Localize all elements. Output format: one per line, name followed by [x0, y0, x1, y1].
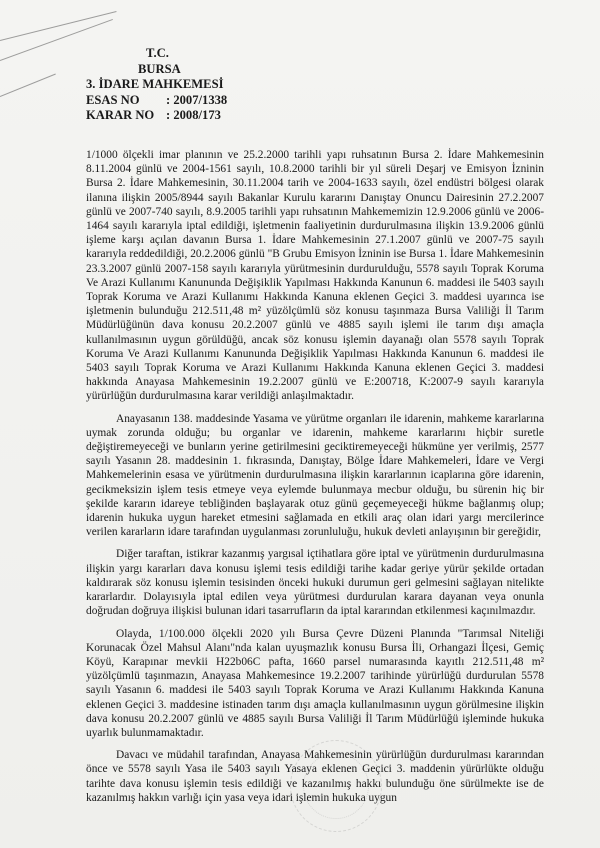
esas-value: : 2007/1338 [166, 92, 228, 107]
paragraph: Diğer taraftan, istikrar kazanmış yargısal içtihatlara göre iptal ve yürütmenin durdurulmasına ilişkin yargı kararları dava konusu işlemi tesis edildiği tarihe kadar geriye yürür şekilde ortadan kaldırarak söz konusu işlemin tesisinden önceki hukuki durumun geri gelmesini sağlayan nitelikte kararlardır. Dolayısıyla iptal edilen veya yürütmesi durdurulan karara dayanan veya onunla doğrudan doğruya ilişkisi bulunan idari tasarrufların da iptal kararından etkilenmesi kaçınılmazdır. [86, 548, 544, 618]
country-label: T.C. [146, 46, 169, 60]
karar-value: : 2008/173 [166, 108, 221, 122]
paragraph: Olayda, 1/100.000 ölçekli 2020 yılı Bursa Çevre Düzeni Planında "Tarımsal Niteliği Korunacak Özel Mahsul Alanı"nda kalan uyuşmazlık konusu Bursa İli, Orhangazi İlçesi, Gemiç Köyü, Karapınar mevkii H22b06C pafta, 1660 parsel numarasında kayıtlı 212.511,48 m² yüzölçümlü taşınmazın, Anayasa Mahkemesince 19.2.2007 tarihinde yürürlüğü durdurulan 5578 sayılı Yasanın 6. maddesi ile 5403 sayılı Toprak Koruma ve Arazi Kullanımı Hakkında Kanuna eklenen Geçici 3. maddesine istinaden tarım dışı amaçla kullanılmasının uygun görülmesine ilişkin dava konusu 20.2.2007 günlü ve 4885 sayılı Bursa Valiliği İl Tarım Müdürlüğü işleminde hukuka uyarlık bulunmamaktadır. [86, 627, 544, 739]
paragraph: Anayasanın 138. maddesinde Yasama ve yürütme organları ile idarenin, mahkeme kararlarına uymak zorunda olduğu; bu organlar ve idarenin, mahkeme kararlarını hiçbir suretle değiştiremeyeceği ve bunların yerine getirilmesini geciktiremeyeceği hükmüne yer verilmiş, 2577 sayılı Yasanın 28. maddesinin 1. fıkrasında, Danıştay, Bölge İdare Mahkemeleri, İdare ve Vergi Mahkemelerinin esasa ve yürütmenin durdurulmasına ilişkin kararlarının icaplarına göre idarenin, gecikmeksizin işlem tesis etmeye veya eylemde bulunmaya mecbur olduğu, bu sürenin hiç bir şekilde kararın idareye tebliğinden başlayarak otuz günü geçemeyeceği hükme bağlanmış olup; idarenin hukuka uygun hareket etmesini sağlamada en etkili araç olan idari yargı mercilerince verilen kararların idare tarafından uygulanması zorunluluğu, hukuk devleti anlayışının bir gereğidir, [86, 412, 544, 539]
court-stamp [290, 740, 382, 832]
esas-row [86, 93, 227, 109]
court-name: 3. İDARE MAHKEMESİ [86, 77, 224, 91]
paragraph: Davacı ve müdahil tarafından, Anayasa Mahkemesinin yürürlüğün durdurulması kararından önce ve 5578 sayılı Yasa ile 5403 sayılı Yasaya eklenen Geçici 3. maddenin yürürlükte olduğu tarihte dava konusu işlemin tesis edildiği ve kazanılmış hakkı bulunduğu öne sürülmekte ise de kazanılmış hakkın varlığı için yasa veya idari işlemin hukuka uygun [86, 749, 544, 804]
document-header [86, 46, 227, 124]
karar-label: KARAR NO [86, 108, 155, 122]
city-label: BURSA [138, 61, 181, 76]
karar-row [86, 108, 227, 124]
document-body [86, 148, 544, 813]
esas-label: ESAS NO [86, 92, 140, 107]
scan-artifact-line [0, 11, 117, 41]
paragraph: 1/1000 ölçekli imar planının ve 25.2.2000 tarihli yapı ruhsatının Bursa 2. İdare Mahkemesinin 8.11.2004 günlü ve 2004-1561 sayılı, 10.8.2000 tarihli bir yıl süreli Deşarj ve Emisyon İzninin Bursa 2. İdare Mahkemesinin, 30.11.2004 tarih ve 2004-1633 sayılı, özel endüstri bölgesi olarak ilanına ilişkin 2005/8944 sayılı Bakanlar Kurulu kararını Danıştay Onuncu Dairesinin 27.2.2007 günlü ve 2007-740 sayılı, 8.9.2005 tarihli yapı ruhsatının Mahkememizin 12.9.2006 günlü ve 2006-1464 sayılı kararıyla iptal edildiği, işletmenin faaliyetinin durdurulmasına ilişkin 13.9.2006 günlü işleme karşı açılan davanın Bursa 1. İdare Mahkemesinin 27.1.2007 günlü ve 2007-75 sayılı kararıyla reddedildiği, 20.2.2006 günlü "B Grubu Emisyon İzninin ise Bursa 1. İdare Mahkemesinin 23.3.2007 günlü 2007-158 sayılı kararıyla yürütmesinin durdurulduğu, 5578 sayılı Toprak Koruma Ve Arazi Kullanımı Kanununda Değişiklik Yapılması Hakkında Kanunun 6. maddesi ile 5403 sayılı Toprak Koruma ve Arazi Kullanımı Hakkında Kanuna eklenen Geçici 3. maddesi uyarınca ise işletmenin bulunduğu 212.511,48 m² yüzölçümlü söz konusu taşınmaza Bursa Valiliği İl Tarım Müdürlüğünün dava konusu 20.2.2007 günlü ve 4885 sayılı işlemi ile tarım dışı amaçla kullanılmasının uygun görüldüğü, ancak söz konusu işlemin dayanağı olan 5578 sayılı Toprak Koruma Ve Arazi Kullanımı Kanununda Değişiklik Yapılması Hakkında Kanunun 6. maddesi ile 5403 sayılı Toprak Koruma ve Arazi Kullanımı Hakkında Kanuna eklenen Geçici 3. maddesi hakkında Anayasa Mahkemesinin 19.2.2007 günlü ve E:200718, K:2007-9 sayılı kararıyla yürürlüğün durdurulmasına karar verildiği anlaşılmaktadır. [86, 149, 544, 403]
scan-artifact-line [0, 74, 56, 97]
